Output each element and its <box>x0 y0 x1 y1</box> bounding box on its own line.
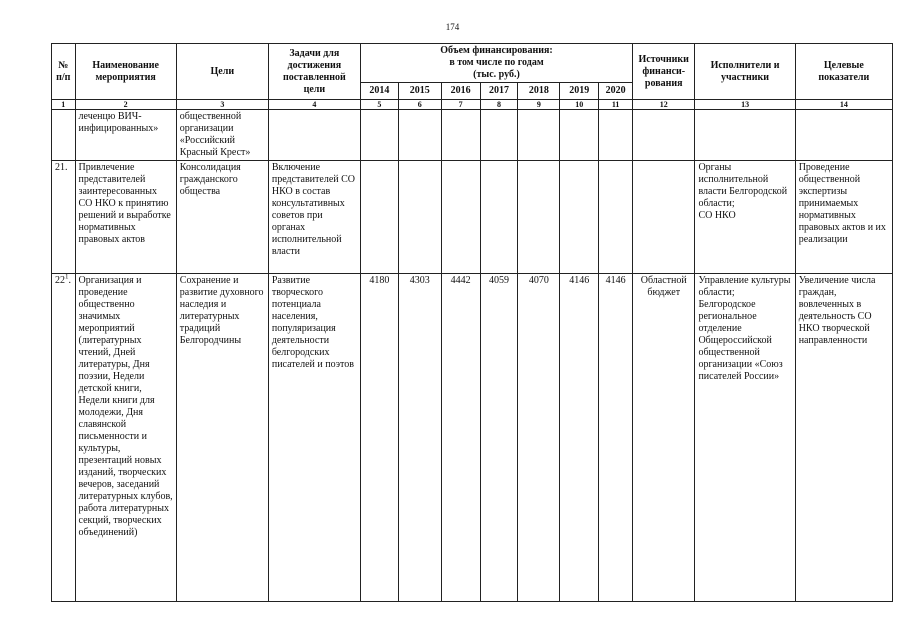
row-value: 4180 <box>360 274 398 602</box>
row-tasks: Развитие творческого потенциала населения, популяризация деятельности белгородских писателей и поэтов <box>268 274 360 602</box>
column-number: 13 <box>695 100 795 110</box>
row-name: леченцю ВИЧ-инфицированных» <box>75 110 176 161</box>
row-value: 4070 <box>518 274 560 602</box>
row-value: 4146 <box>599 274 633 602</box>
column-number: 8 <box>480 100 518 110</box>
header-year: 2020 <box>599 83 633 100</box>
column-number: 5 <box>360 100 398 110</box>
header-num: № п/п <box>52 44 76 100</box>
row-value: 4442 <box>441 274 480 602</box>
row-num-main: 22 <box>55 275 65 286</box>
column-number: 2 <box>75 100 176 110</box>
row-executors <box>695 110 795 161</box>
row-value <box>360 110 398 161</box>
row-targets: Увеличение числа граждан, вовлеченных в деятельность СО НКО творческой направленности <box>795 274 892 602</box>
row-source <box>633 110 695 161</box>
header-tasks: Задачи для достижения поставленной цели <box>268 44 360 100</box>
header-year: 2018 <box>518 83 560 100</box>
row-value <box>441 161 480 274</box>
row-value <box>360 161 398 274</box>
program-table <box>51 43 893 602</box>
column-number: 11 <box>599 100 633 110</box>
row-targets: Проведение общественной экспертизы принимаемых нормативных правовых актов и их реализации <box>795 161 892 274</box>
header-year: 2017 <box>480 83 518 100</box>
row-value <box>441 110 480 161</box>
row-value <box>599 161 633 274</box>
column-number: 4 <box>268 100 360 110</box>
row-value: 4059 <box>480 274 518 602</box>
column-number: 9 <box>518 100 560 110</box>
row-value <box>518 110 560 161</box>
header-year: 2019 <box>560 83 599 100</box>
row-source: Областной бюджет <box>633 274 695 602</box>
row-name: Привлечение представителей заинтересованных СО НКО к принятию решений и выработке нормативных правовых актов <box>75 161 176 274</box>
row-name: Организация и проведение общественно значимых мероприятий (литературных чтений, Дней литературы, Дня поэзии, Недели детской книги, Недели книги для молодежи, Дня славянской письменности и культуры, презентаций новых изданий, творческих вечеров, заседаний литературных клубов, работа литературных секций, творческих объединений) <box>75 274 176 602</box>
row-value: 4146 <box>560 274 599 602</box>
row-num <box>52 110 76 161</box>
row-tasks <box>268 110 360 161</box>
row-goals: Сохранение и развитие духовного наследия и литературных традиций Белгородчины <box>176 274 268 602</box>
header-year: 2015 <box>398 83 441 100</box>
table-row <box>52 161 893 274</box>
page-number: 174 <box>445 22 460 32</box>
row-num-suffix: . <box>68 275 71 286</box>
row-value <box>480 161 518 274</box>
row-source <box>633 161 695 274</box>
row-num: 21. <box>52 161 76 274</box>
header-funding: Объем финансирования: в том числе по годам (тыс. руб.) <box>360 44 632 83</box>
column-number: 1 <box>52 100 76 110</box>
row-goals: общественной организации «Российский Красный Крест» <box>176 110 268 161</box>
row-value <box>560 110 599 161</box>
row-value <box>398 110 441 161</box>
header-year: 2016 <box>441 83 480 100</box>
row-num <box>52 274 76 602</box>
row-value <box>599 110 633 161</box>
header-year: 2014 <box>360 83 398 100</box>
row-executors: Органы исполнительной власти Белгородской области; СО НКО <box>695 161 795 274</box>
column-number: 10 <box>560 100 599 110</box>
row-tasks: Включение представителей СО НКО в состав консультативных советов при органах исполнительной власти <box>268 161 360 274</box>
column-number: 6 <box>398 100 441 110</box>
row-value: 4303 <box>398 274 441 602</box>
column-number: 3 <box>176 100 268 110</box>
row-value <box>398 161 441 274</box>
header-sources: Источники финанси-рования <box>633 44 695 100</box>
header-name: Наименование мероприятия <box>75 44 176 100</box>
column-number: 14 <box>795 100 892 110</box>
column-number: 12 <box>633 100 695 110</box>
row-executors: Управление культуры области; Белгородское региональное отделение Общероссийской общественной организации «Союз писателей России» <box>695 274 795 602</box>
row-goals: Консолидация гражданского общества <box>176 161 268 274</box>
row-value <box>480 110 518 161</box>
header-targets: Целевые показатели <box>795 44 892 100</box>
table-row <box>52 110 893 161</box>
table-row <box>52 274 893 602</box>
row-value <box>560 161 599 274</box>
header-goals: Цели <box>176 44 268 100</box>
row-num-superscript: 1 <box>65 273 69 281</box>
column-number: 7 <box>441 100 480 110</box>
header-executors: Исполнители и участники <box>695 44 795 100</box>
row-targets <box>795 110 892 161</box>
row-value <box>518 161 560 274</box>
